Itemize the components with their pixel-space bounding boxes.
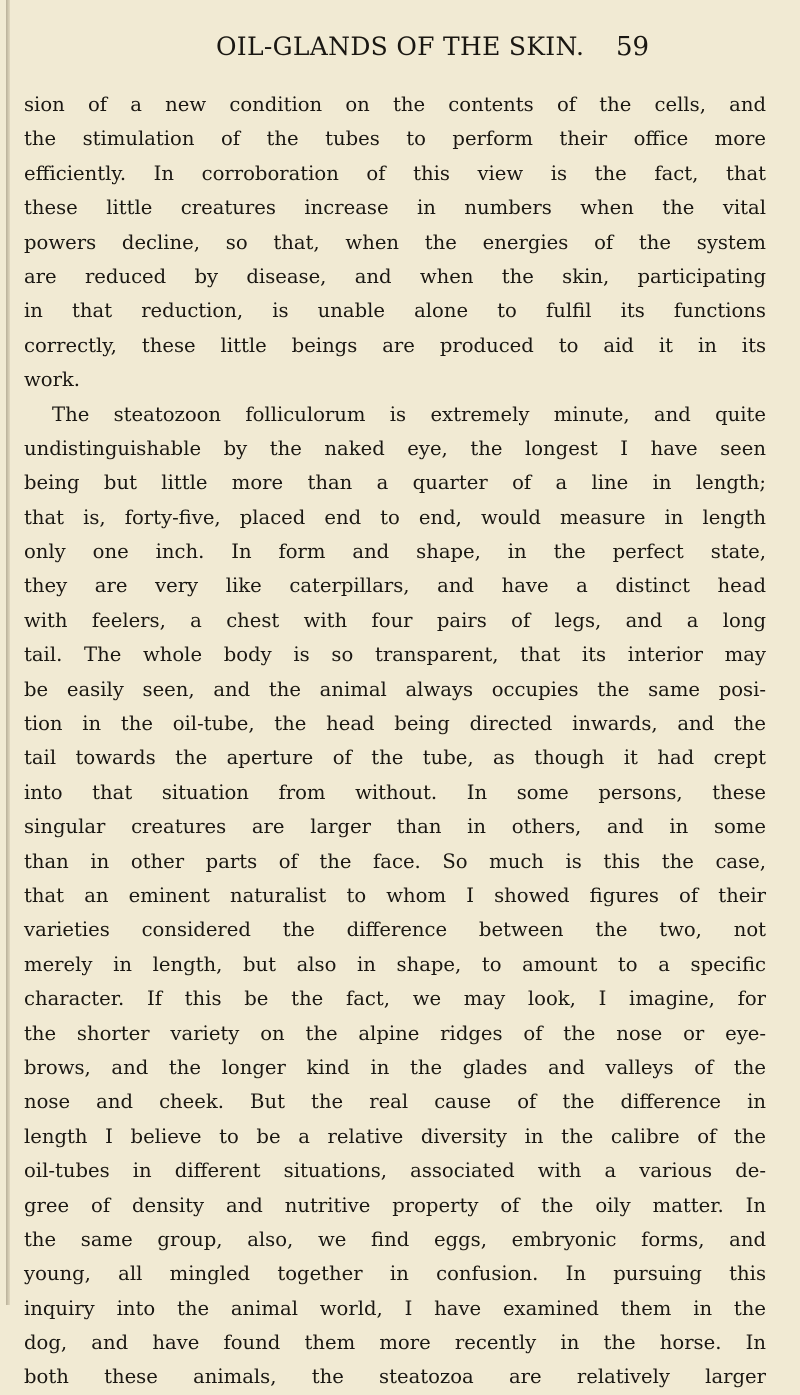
text-line: the same group, also, we find eggs, embryonic forms, and	[24, 1227, 766, 1251]
text-line: efficiently. In corroboration of this view is the fact, that	[24, 161, 766, 185]
text-line: tail towards the aperture of the tube, as though it had crept	[24, 746, 766, 770]
text-line: that is, forty-five, placed end to end, would measure in length	[24, 505, 766, 529]
text-line: are reduced by disease, and when the skin, participating	[24, 264, 766, 288]
text-line: being but little more than a quarter of a line in length;	[24, 471, 766, 495]
text-line: sion of a new condition on the contents of the cells, and	[24, 93, 766, 116]
text-line: they are very like caterpillars, and have a distinct head	[24, 574, 766, 598]
text-line: singular creatures are larger than in others, and in some	[24, 815, 766, 839]
text-line: only one inch. In form and shape, in the perfect state,	[24, 540, 766, 564]
text-line: powers decline, so that, when the energies of the system	[24, 230, 766, 254]
text-line: oil-tubes in different situations, associated with a various de-	[24, 1159, 766, 1183]
page-binding-edge	[6, 0, 10, 1305]
running-head	[100, 18, 800, 66]
text-line: merely in length, but also in shape, to amount to a specific	[24, 952, 766, 976]
text-line: than in other parts of the face. So much is this the case,	[24, 849, 766, 873]
text-line: these little creatures increase in numbers when the vital	[24, 196, 766, 220]
running-head-title: OIL-GLANDS OF THE SKIN.	[216, 32, 585, 61]
text-line: inquiry into the animal world, I have examined them in the	[24, 1296, 766, 1320]
text-line: correctly, these little beings are produced to aid it in its	[24, 333, 766, 357]
text-line: nose and cheek. But the real cause of the difference in	[24, 1090, 766, 1114]
body-text	[24, 88, 766, 1395]
text-line: undistinguishable by the naked eye, the longest I have seen	[24, 436, 766, 460]
text-line: into that situation from without. In some persons, these	[24, 780, 766, 804]
page-number: 59	[616, 32, 650, 62]
text-line: gree of density and nutritive property of the oily matter. In	[24, 1193, 766, 1217]
text-line: brows, and the longer kind in the glades and valleys of the	[24, 1055, 766, 1079]
text-line: character. If this be the fact, we may look, I imagine, for	[24, 987, 766, 1011]
text-line: tail. The whole body is so transparent, that its interior may	[24, 643, 766, 667]
text-line: length I believe to be a relative diversity in the calibre of the	[24, 1124, 766, 1148]
paragraph-start-line: The steatozoon folliculorum is extremely minute, and quite	[52, 402, 766, 426]
text-line: that an eminent naturalist to whom I showed figures of their	[24, 883, 766, 907]
text-line: dog, and have found them more recently in the horse. In	[24, 1331, 766, 1355]
text-line: be easily seen, and the animal always occupies the same posi-	[24, 677, 766, 701]
text-line: the stimulation of the tubes to perform their office more	[24, 127, 766, 151]
text-line: both these animals, the steatozoa are relatively larger	[24, 1365, 766, 1389]
text-line: varieties considered the difference between the two, not	[24, 918, 766, 942]
text-line: the shorter variety on the alpine ridges of the nose or eye-	[24, 1021, 766, 1045]
text-line: in that reduction, is unable alone to fulfil its functions	[24, 299, 766, 323]
text-line: with feelers, a chest with four pairs of legs, and a long	[24, 608, 766, 632]
paragraph-end-line: work.	[24, 368, 81, 392]
text-line: tion in the oil-tube, the head being directed inwards, and the	[24, 712, 766, 736]
text-line: young, all mingled together in confusion. In pursuing this	[24, 1262, 766, 1286]
